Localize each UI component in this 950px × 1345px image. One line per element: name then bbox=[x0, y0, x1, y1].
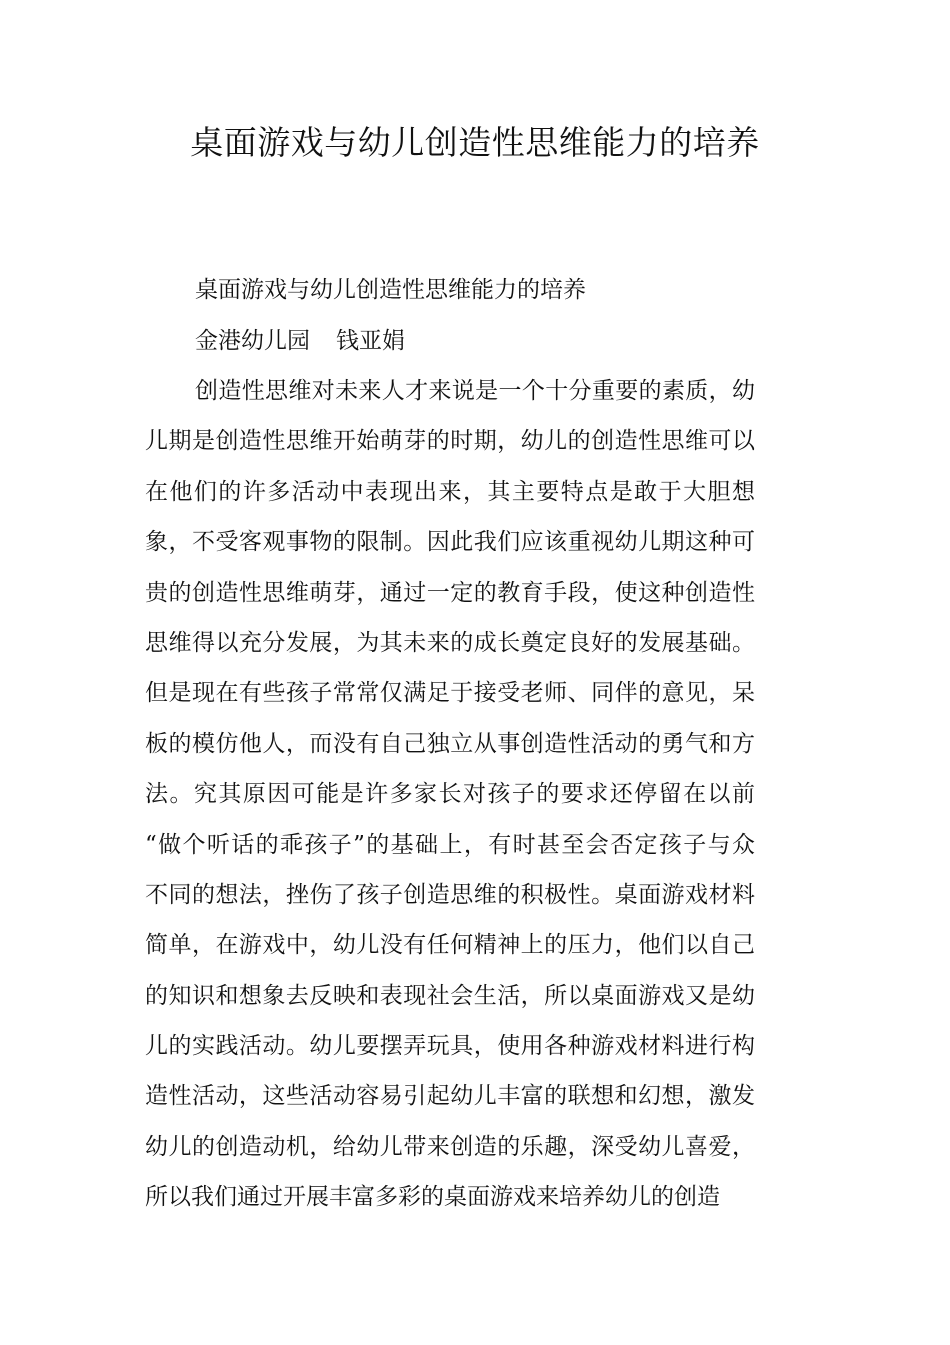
author-organization: 金港幼儿园 bbox=[195, 328, 310, 354]
body-line: 不同的想法，挫伤了孩子创造思维的积极性。桌面游戏材料 bbox=[145, 881, 755, 908]
body-line: 的知识和想象去反映和表现社会生活，所以桌面游戏又是幼 bbox=[145, 982, 755, 1009]
document-subtitle: 桌面游戏与幼儿创造性思维能力的培养 bbox=[195, 277, 586, 303]
body-line: “做个听话的乖孩子”的基础上，有时甚至会否定孩子与众 bbox=[145, 831, 755, 858]
body-line: 贵的创造性思维萌芽，通过一定的教育手段，使这种创造性 bbox=[145, 579, 755, 606]
body-line: 思维得以充分发展，为其未来的成长奠定良好的发展基础。 bbox=[145, 629, 755, 656]
body-line: 象，不受客观事物的限制。因此我们应该重视幼儿期这种可 bbox=[145, 529, 755, 556]
body-paragraph bbox=[145, 373, 755, 1230]
body-line: 简单，在游戏中，幼儿没有任何精神上的压力，他们以自己 bbox=[145, 932, 755, 959]
body-line: 所以我们通过开展丰富多彩的桌面游戏来培养幼儿的创造 bbox=[145, 1184, 720, 1211]
author-name: 钱亚娟 bbox=[336, 328, 405, 354]
body-line: 法。究其原因可能是许多家长对孩子的要求还停留在以前 bbox=[145, 781, 755, 808]
document-title: 桌面游戏与幼儿创造性思维能力的培养 bbox=[190, 123, 760, 162]
body-line: 幼儿的创造动机，给幼儿带来创造的乐趣，深受幼儿喜爱， bbox=[145, 1133, 755, 1160]
body-line: 板的模仿他人，而没有自己独立从事创造性活动的勇气和方 bbox=[145, 730, 755, 757]
body-line: 儿的实践活动。幼儿要摆弄玩具，使用各种游戏材料进行构 bbox=[145, 1033, 755, 1060]
author-line bbox=[195, 326, 405, 356]
body-line: 创造性思维对未来人才来说是一个十分重要的素质，幼 bbox=[195, 378, 755, 404]
body-line: 造性活动，这些活动容易引起幼儿丰富的联想和幻想，激发 bbox=[145, 1083, 755, 1110]
body-line: 在他们的许多活动中表现出来，其主要特点是敢于大胆想 bbox=[145, 478, 755, 505]
body-line: 但是现在有些孩子常常仅满足于接受老师、同伴的意见，呆 bbox=[145, 680, 755, 707]
body-line: 儿期是创造性思维开始萌芽的时期，幼儿的创造性思维可以 bbox=[145, 428, 755, 455]
